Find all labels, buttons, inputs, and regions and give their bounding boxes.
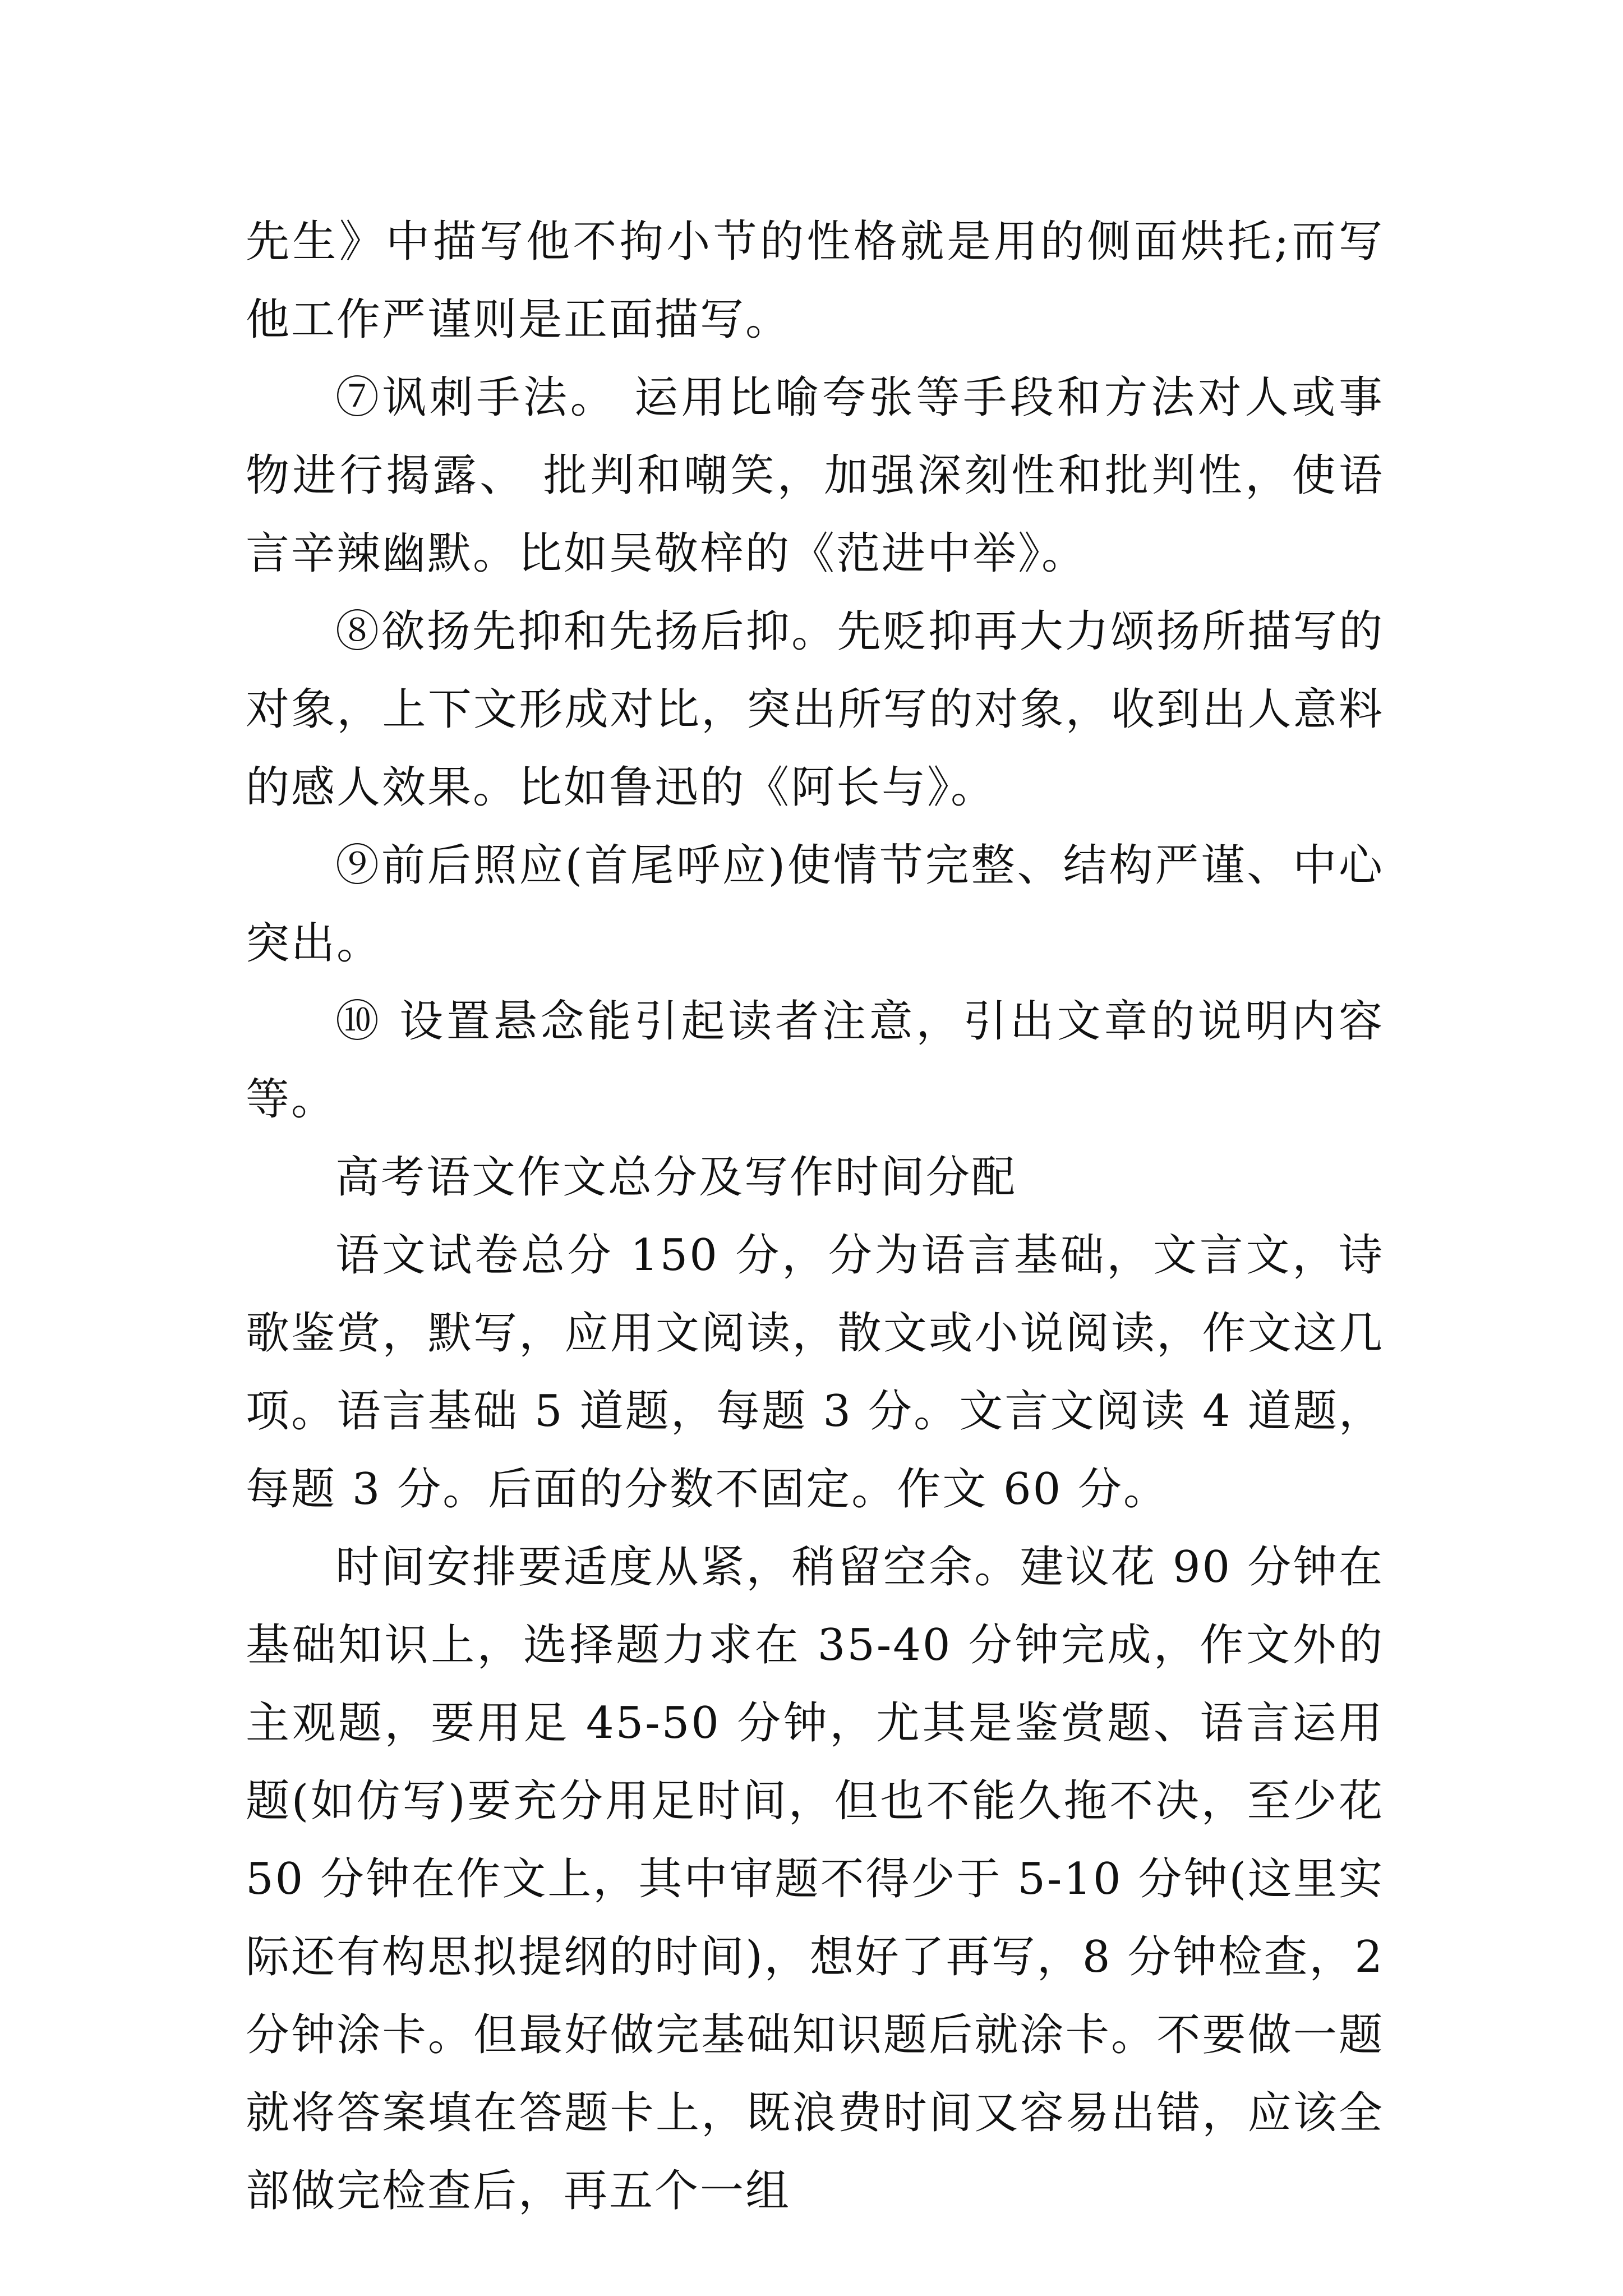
paragraph-satire: ⑦讽刺手法。 运用比喻夸张等手段和方法对人或事物进行揭露、 批判和嘲笑，加强深刻性和批判性，使语言辛辣幽默。比如吴敬梓的《范进中举》。	[246, 372, 1384, 579]
paragraph-continuation: 先生》中描写他不拘小节的性格就是用的侧面烘托;而写他工作严谨则是正面描写。	[246, 217, 1384, 345]
paragraph-suspense: ⑩ 设置悬念能引起读者注意，引出文章的说明内容等。	[246, 996, 1384, 1125]
paragraph-echo: ⑨前后照应(首尾呼应)使情节完整、结构严谨、中心突出。	[246, 840, 1384, 969]
paragraph-contrast: ⑧欲扬先抑和先扬后抑。先贬抑再大力颂扬所描写的对象，上下文形成对比，突出所写的对象，收到出人意料的感人效果。比如鲁迅的《阿长与》。	[246, 606, 1384, 813]
paragraph-time: 时间安排要适度从紧，稍留空余。建议花 90 分钟在基础知识上，选择题力求在 35-40 分钟完成，作文外的主观题，要用足 45-50 分钟，尤其是鉴赏题、语言运用题(如仿写)要充分用足时间，但也不能久拖不决，至少花 50 分钟在作文上，其中审题不得少于 5-10 分钟(这里实际还有构思拟提纲的时间)，想好了再写，8 分钟检查，2 分钟涂卡。但最好做完基础知识题后就涂卡。不要做一题就将答案填在答题卡上，既浪费时间又容易出错，应该全部做完检查后，再五个一组	[246, 1542, 1384, 2216]
section-title: 高考语文作文总分及写作时间分配	[335, 1152, 1017, 1203]
document-body	[246, 203, 1384, 2230]
paragraph-score: 语文试卷总分 150 分，分为语言基础，文言文，诗歌鉴赏，默写，应用文阅读，散文或小说阅读，作文这几项。语言基础 5 道题，每题 3 分。文言文阅读 4 道题，每题 3 分。后面的分数不固定。作文 60 分。	[246, 1230, 1384, 1515]
